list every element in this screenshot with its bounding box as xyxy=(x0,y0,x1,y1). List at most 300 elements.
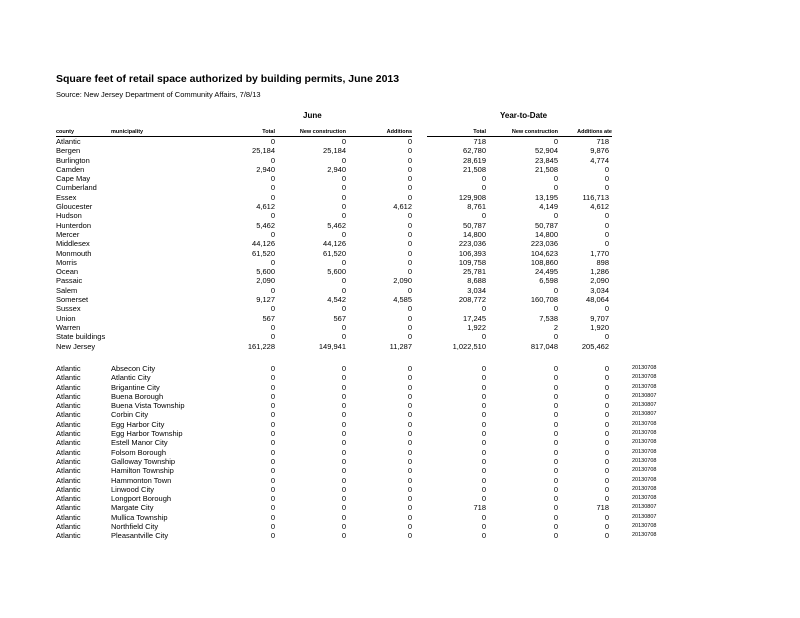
county-row xyxy=(0,211,800,220)
cell-june-additions: 0 xyxy=(407,248,412,258)
cell-ytd-new: 0 xyxy=(553,438,558,448)
cell-ytd-total: 109,758 xyxy=(458,257,486,267)
cell-ytd-new: 0 xyxy=(553,211,558,221)
cell-june-total: 0 xyxy=(270,304,275,314)
cell-ytd-new: 0 xyxy=(553,456,558,466)
cell-ytd-new: 0 xyxy=(553,512,558,522)
cell-june-new: 5,462 xyxy=(327,220,346,230)
cell-june-new: 0 xyxy=(341,531,346,541)
cell-date-code: 20130807 xyxy=(632,402,657,409)
col-county: county xyxy=(56,129,75,135)
cell-ytd-total: 1,022,510 xyxy=(452,341,486,351)
cell-ytd-additions: 0 xyxy=(604,512,609,522)
cell-june-new: 0 xyxy=(341,447,346,457)
cell-county: Salem xyxy=(56,285,78,295)
cell-municipality: Mullica Township xyxy=(111,512,168,522)
col-ytd-additions: Additions ate xyxy=(577,129,612,135)
cell-june-new: 0 xyxy=(341,364,346,373)
cell-ytd-total: 0 xyxy=(481,447,486,457)
cell-date-code: 20130807 xyxy=(632,513,657,520)
county-row xyxy=(0,276,800,285)
cell-june-new: 0 xyxy=(341,391,346,401)
municipality-row xyxy=(0,531,800,540)
cell-ytd-new: 0 xyxy=(553,304,558,314)
cell-ytd-total: 0 xyxy=(481,429,486,439)
cell-ytd-new: 0 xyxy=(553,494,558,504)
cell-ytd-additions: 1,770 xyxy=(590,248,609,258)
cell-june-total: 0 xyxy=(270,285,275,295)
cell-date-code: 20130708 xyxy=(632,374,657,381)
cell-ytd-total: 0 xyxy=(481,364,486,373)
cell-june-additions: 0 xyxy=(407,313,412,323)
municipality-row xyxy=(0,485,800,494)
cell-june-additions: 11,287 xyxy=(389,341,412,351)
municipality-row xyxy=(0,438,800,447)
cell-county: Bergen xyxy=(56,146,81,156)
cell-ytd-additions: 0 xyxy=(604,466,609,476)
cell-county: Morris xyxy=(56,257,77,267)
cell-ytd-new: 0 xyxy=(553,364,558,373)
cell-municipality: Buena Borough xyxy=(111,391,164,401)
cell-ytd-additions: 0 xyxy=(604,183,609,193)
cell-june-new: 0 xyxy=(341,257,346,267)
cell-ytd-total: 28,619 xyxy=(463,155,486,165)
cell-june-additions: 0 xyxy=(407,447,412,457)
cell-june-total: 0 xyxy=(270,475,275,485)
cell-ytd-total: 0 xyxy=(481,373,486,383)
cell-june-new: 0 xyxy=(341,494,346,504)
cell-june-total: 0 xyxy=(270,257,275,267)
cell-june-new: 2,940 xyxy=(327,164,346,174)
cell-june-new: 0 xyxy=(341,503,346,513)
cell-june-new: 0 xyxy=(341,512,346,522)
cell-ytd-additions: 0 xyxy=(604,391,609,401)
cell-ytd-new: 24,495 xyxy=(535,267,558,277)
cell-june-new: 0 xyxy=(341,475,346,485)
county-row xyxy=(0,258,800,267)
cell-june-additions: 0 xyxy=(407,174,412,184)
cell-ytd-additions: 0 xyxy=(604,174,609,184)
cell-ytd-additions: 0 xyxy=(604,456,609,466)
cell-county: Atlantic xyxy=(56,391,81,401)
ytd-group-heading: Year-to-Date xyxy=(500,111,548,120)
cell-county: Burlington xyxy=(56,155,90,165)
cell-ytd-new: 223,036 xyxy=(530,239,558,249)
cell-county: Camden xyxy=(56,164,85,174)
cell-ytd-additions: 1,286 xyxy=(590,267,609,277)
cell-june-total: 5,462 xyxy=(256,220,275,230)
cell-ytd-total: 14,800 xyxy=(463,229,486,239)
cell-ytd-new: 0 xyxy=(553,285,558,295)
cell-date-code: 20130708 xyxy=(632,430,657,437)
cell-ytd-additions: 0 xyxy=(604,332,609,342)
cell-ytd-additions: 0 xyxy=(604,429,609,439)
cell-june-total: 0 xyxy=(270,211,275,221)
county-row xyxy=(0,249,800,258)
cell-june-new: 0 xyxy=(341,382,346,392)
cell-county: Gloucester xyxy=(56,202,93,212)
county-row xyxy=(0,304,800,313)
cell-ytd-additions: 48,064 xyxy=(586,295,609,305)
cell-county: Warren xyxy=(56,322,81,332)
cell-date-code: 20130807 xyxy=(632,504,657,511)
cell-ytd-additions: 0 xyxy=(604,410,609,420)
cell-ytd-additions: 718 xyxy=(596,503,609,513)
cell-june-total: 0 xyxy=(270,456,275,466)
cell-june-total: 0 xyxy=(270,401,275,411)
cell-date-code: 20130708 xyxy=(632,365,657,371)
cell-municipality: Hammonton Town xyxy=(111,475,172,485)
cell-ytd-new: 0 xyxy=(553,447,558,457)
cell-date-code: 20130708 xyxy=(632,420,657,427)
cell-june-additions: 0 xyxy=(407,220,412,230)
cell-ytd-total: 0 xyxy=(481,304,486,314)
cell-june-new: 0 xyxy=(341,484,346,494)
cell-june-additions: 0 xyxy=(407,494,412,504)
cell-county: Somerset xyxy=(56,295,89,305)
cell-ytd-additions: 3,034 xyxy=(590,285,609,295)
cell-ytd-new: 0 xyxy=(553,484,558,494)
cell-ytd-additions: 0 xyxy=(604,475,609,485)
cell-date-code: 20130708 xyxy=(632,457,657,464)
cell-ytd-additions: 0 xyxy=(604,239,609,249)
county-row xyxy=(0,137,800,146)
cell-ytd-total: 8,761 xyxy=(467,202,486,212)
cell-ytd-total: 0 xyxy=(481,456,486,466)
cell-june-new: 61,520 xyxy=(323,248,346,258)
cell-june-additions: 2,090 xyxy=(393,276,412,286)
cell-municipality: Corbin City xyxy=(111,410,149,420)
cell-ytd-additions: 2,090 xyxy=(590,276,609,286)
cell-date-code: 20130708 xyxy=(632,495,657,502)
cell-ytd-new: 160,708 xyxy=(530,295,558,305)
cell-june-new: 0 xyxy=(341,137,346,146)
cell-june-additions: 0 xyxy=(407,146,412,156)
cell-june-additions: 0 xyxy=(407,484,412,494)
cell-june-total: 161,228 xyxy=(247,341,275,351)
cell-date-code: 20130708 xyxy=(632,523,657,530)
county-row xyxy=(0,323,800,332)
cell-ytd-total: 0 xyxy=(481,494,486,504)
cell-county: Atlantic xyxy=(56,410,81,420)
county-row xyxy=(0,221,800,230)
cell-june-additions: 4,585 xyxy=(393,295,412,305)
cell-june-total: 0 xyxy=(270,484,275,494)
cell-june-total: 0 xyxy=(270,391,275,401)
cell-county: Atlantic xyxy=(56,522,81,532)
county-row xyxy=(0,267,800,276)
cell-june-total: 0 xyxy=(270,494,275,504)
cell-ytd-total: 0 xyxy=(481,183,486,193)
cell-ytd-additions: 0 xyxy=(604,382,609,392)
cell-county: Cape May xyxy=(56,174,91,184)
cell-june-additions: 0 xyxy=(407,364,412,373)
cell-june-additions: 0 xyxy=(407,401,412,411)
county-row xyxy=(0,314,800,323)
cell-ytd-total: 1,922 xyxy=(467,322,486,332)
cell-june-total: 567 xyxy=(262,313,275,323)
cell-date-code: 20130708 xyxy=(632,439,657,446)
cell-ytd-total: 0 xyxy=(481,382,486,392)
cell-ytd-new: 104,623 xyxy=(530,248,558,258)
cell-municipality: Galloway Township xyxy=(111,456,176,466)
cell-date-code: 20130708 xyxy=(632,383,657,390)
cell-june-additions: 4,612 xyxy=(393,202,412,212)
cell-june-total: 5,600 xyxy=(256,267,275,277)
cell-june-additions: 0 xyxy=(407,322,412,332)
cell-june-total: 0 xyxy=(270,155,275,165)
municipality-row xyxy=(0,494,800,503)
county-row xyxy=(0,295,800,304)
cell-june-new: 0 xyxy=(341,322,346,332)
cell-ytd-new: 0 xyxy=(553,401,558,411)
cell-june-total: 0 xyxy=(270,447,275,457)
cell-june-additions: 0 xyxy=(407,211,412,221)
cell-june-total: 0 xyxy=(270,382,275,392)
source-note: Source: New Jersey Department of Community Affairs, 7/8/13 xyxy=(56,90,261,99)
cell-ytd-new: 0 xyxy=(553,174,558,184)
cell-ytd-new: 52,904 xyxy=(535,146,558,156)
municipality-row xyxy=(0,401,800,410)
cell-june-new: 0 xyxy=(341,202,346,212)
cell-june-new: 0 xyxy=(341,456,346,466)
cell-ytd-additions: 0 xyxy=(604,164,609,174)
cell-county: Sussex xyxy=(56,304,81,314)
cell-county: Monmouth xyxy=(56,248,92,258)
cell-municipality: Brigantine City xyxy=(111,382,160,392)
county-row xyxy=(0,183,800,192)
municipality-table xyxy=(0,364,800,541)
cell-ytd-total: 0 xyxy=(481,466,486,476)
cell-june-total: 0 xyxy=(270,183,275,193)
cell-june-total: 9,127 xyxy=(256,295,275,305)
cell-county: Essex xyxy=(56,192,77,202)
cell-june-additions: 0 xyxy=(407,475,412,485)
cell-june-additions: 0 xyxy=(407,192,412,202)
county-table xyxy=(0,137,800,351)
county-row xyxy=(0,332,800,341)
cell-june-new: 0 xyxy=(341,304,346,314)
cell-ytd-total: 0 xyxy=(481,332,486,342)
col-june-new: New construction xyxy=(299,129,346,135)
cell-ytd-additions: 0 xyxy=(604,484,609,494)
cell-municipality: Egg Harbor City xyxy=(111,419,165,429)
cell-county: State buildings xyxy=(56,332,106,342)
cell-county: Atlantic xyxy=(56,503,81,513)
cell-ytd-total: 223,036 xyxy=(458,239,486,249)
cell-ytd-new: 0 xyxy=(553,522,558,532)
cell-ytd-total: 129,908 xyxy=(458,192,486,202)
cell-ytd-additions: 0 xyxy=(604,220,609,230)
cell-ytd-additions: 0 xyxy=(604,364,609,373)
cell-june-additions: 0 xyxy=(407,155,412,165)
col-municipality: municipality xyxy=(111,129,144,135)
cell-county: Union xyxy=(56,313,76,323)
cell-ytd-total: 0 xyxy=(481,419,486,429)
cell-ytd-additions: 0 xyxy=(604,373,609,383)
cell-municipality: Longport Borough xyxy=(111,494,172,504)
municipality-row xyxy=(0,364,800,373)
cell-county: Ocean xyxy=(56,267,79,277)
cell-ytd-new: 4,149 xyxy=(539,202,558,212)
cell-ytd-total: 0 xyxy=(481,401,486,411)
cell-ytd-total: 106,393 xyxy=(458,248,486,258)
county-row xyxy=(0,193,800,202)
cell-ytd-new: 50,787 xyxy=(535,220,558,230)
col-ytd-total: Total xyxy=(473,129,486,135)
cell-june-total: 2,940 xyxy=(256,164,275,174)
cell-june-total: 0 xyxy=(270,410,275,420)
cell-ytd-total: 25,781 xyxy=(463,267,486,277)
cell-ytd-new: 0 xyxy=(553,475,558,485)
cell-municipality: Northfield City xyxy=(111,522,159,532)
cell-municipality: Atlantic City xyxy=(111,373,151,383)
cell-june-additions: 0 xyxy=(407,410,412,420)
cell-ytd-new: 23,845 xyxy=(535,155,558,165)
cell-june-new: 0 xyxy=(341,285,346,295)
cell-ytd-total: 0 xyxy=(481,531,486,541)
cell-june-new: 5,600 xyxy=(327,267,346,277)
municipality-row xyxy=(0,429,800,438)
cell-county: Atlantic xyxy=(56,447,81,457)
cell-ytd-total: 208,772 xyxy=(458,295,486,305)
cell-june-new: 0 xyxy=(341,211,346,221)
cell-june-additions: 0 xyxy=(407,332,412,342)
cell-june-total: 0 xyxy=(270,364,275,373)
cell-june-new: 0 xyxy=(341,410,346,420)
cell-ytd-additions: 898 xyxy=(596,257,609,267)
cell-date-code: 20130708 xyxy=(632,448,657,455)
cell-june-additions: 0 xyxy=(407,137,412,146)
cell-june-new: 0 xyxy=(341,192,346,202)
county-row xyxy=(0,239,800,248)
cell-county: Atlantic xyxy=(56,484,81,494)
cell-ytd-total: 17,245 xyxy=(463,313,486,323)
municipality-row xyxy=(0,383,800,392)
cell-county: Cumberland xyxy=(56,183,97,193)
cell-county: Hudson xyxy=(56,211,82,221)
cell-june-new: 0 xyxy=(341,522,346,532)
june-group-heading: June xyxy=(303,111,322,120)
county-row xyxy=(0,165,800,174)
cell-county: Hunterdon xyxy=(56,220,92,230)
cell-ytd-additions: 718 xyxy=(596,137,609,146)
cell-ytd-total: 21,508 xyxy=(463,164,486,174)
cell-june-additions: 0 xyxy=(407,373,412,383)
cell-ytd-additions: 0 xyxy=(604,438,609,448)
cell-june-new: 0 xyxy=(341,373,346,383)
cell-ytd-total: 50,787 xyxy=(463,220,486,230)
cell-county: Atlantic xyxy=(56,137,81,146)
cell-ytd-new: 0 xyxy=(553,531,558,541)
cell-ytd-additions: 4,774 xyxy=(590,155,609,165)
cell-june-additions: 0 xyxy=(407,512,412,522)
cell-june-new: 0 xyxy=(341,429,346,439)
cell-june-additions: 0 xyxy=(407,391,412,401)
cell-ytd-new: 0 xyxy=(553,429,558,439)
county-row xyxy=(0,202,800,211)
cell-june-total: 44,126 xyxy=(252,239,275,249)
cell-ytd-total: 8,688 xyxy=(467,276,486,286)
cell-june-additions: 0 xyxy=(407,239,412,249)
cell-june-new: 567 xyxy=(333,313,346,323)
cell-ytd-new: 817,048 xyxy=(530,341,558,351)
cell-ytd-additions: 0 xyxy=(604,494,609,504)
county-row xyxy=(0,286,800,295)
cell-county: Atlantic xyxy=(56,382,81,392)
cell-ytd-new: 21,508 xyxy=(535,164,558,174)
cell-ytd-total: 0 xyxy=(481,512,486,522)
cell-ytd-total: 0 xyxy=(481,484,486,494)
cell-ytd-total: 0 xyxy=(481,410,486,420)
cell-june-new: 4,542 xyxy=(327,295,346,305)
cell-ytd-total: 0 xyxy=(481,211,486,221)
cell-june-additions: 0 xyxy=(407,257,412,267)
cell-june-additions: 0 xyxy=(407,429,412,439)
cell-ytd-new: 0 xyxy=(553,503,558,513)
cell-june-total: 61,520 xyxy=(252,248,275,258)
cell-june-additions: 0 xyxy=(407,229,412,239)
cell-ytd-additions: 0 xyxy=(604,229,609,239)
municipality-row xyxy=(0,476,800,485)
cell-june-new: 0 xyxy=(341,183,346,193)
col-ytd-new: New construction xyxy=(511,129,558,135)
cell-ytd-additions: 0 xyxy=(604,211,609,221)
cell-june-total: 0 xyxy=(270,438,275,448)
cell-municipality: Linwood City xyxy=(111,484,154,494)
cell-county: Atlantic xyxy=(56,512,81,522)
cell-ytd-total: 718 xyxy=(473,503,486,513)
cell-county: Mercer xyxy=(56,229,80,239)
cell-county: Passaic xyxy=(56,276,83,286)
cell-date-code: 20130708 xyxy=(632,532,657,539)
cell-municipality: Folsom Borough xyxy=(111,447,167,457)
municipality-row xyxy=(0,420,800,429)
cell-june-total: 0 xyxy=(270,332,275,342)
cell-ytd-total: 0 xyxy=(481,174,486,184)
county-row xyxy=(0,156,800,165)
cell-date-code: 20130708 xyxy=(632,476,657,483)
cell-june-additions: 0 xyxy=(407,419,412,429)
cell-june-additions: 0 xyxy=(407,382,412,392)
cell-ytd-new: 14,800 xyxy=(535,229,558,239)
col-june-additions: Additions xyxy=(386,129,412,135)
cell-june-total: 0 xyxy=(270,503,275,513)
cell-ytd-total: 0 xyxy=(481,522,486,532)
county-row xyxy=(0,230,800,239)
cell-june-total: 0 xyxy=(270,229,275,239)
cell-county: Atlantic xyxy=(56,373,81,383)
municipality-row xyxy=(0,513,800,522)
cell-june-new: 0 xyxy=(341,438,346,448)
cell-county: Atlantic xyxy=(56,456,81,466)
cell-june-total: 0 xyxy=(270,137,275,146)
cell-june-additions: 0 xyxy=(407,456,412,466)
cell-june-new: 44,126 xyxy=(323,239,346,249)
cell-june-total: 0 xyxy=(270,192,275,202)
cell-ytd-additions: 1,920 xyxy=(590,322,609,332)
cell-ytd-new: 13,195 xyxy=(535,192,558,202)
cell-date-code: 20130708 xyxy=(632,467,657,474)
report-title: Square feet of retail space authorized by building permits, June 2013 xyxy=(56,73,400,85)
cell-municipality: Margate City xyxy=(111,503,154,513)
cell-ytd-additions: 116,713 xyxy=(582,192,609,202)
cell-county: Atlantic xyxy=(56,475,81,485)
county-row xyxy=(0,174,800,183)
cell-ytd-additions: 0 xyxy=(604,401,609,411)
cell-municipality: Egg Harbor Township xyxy=(111,429,183,439)
cell-county: Middlesex xyxy=(56,239,90,249)
